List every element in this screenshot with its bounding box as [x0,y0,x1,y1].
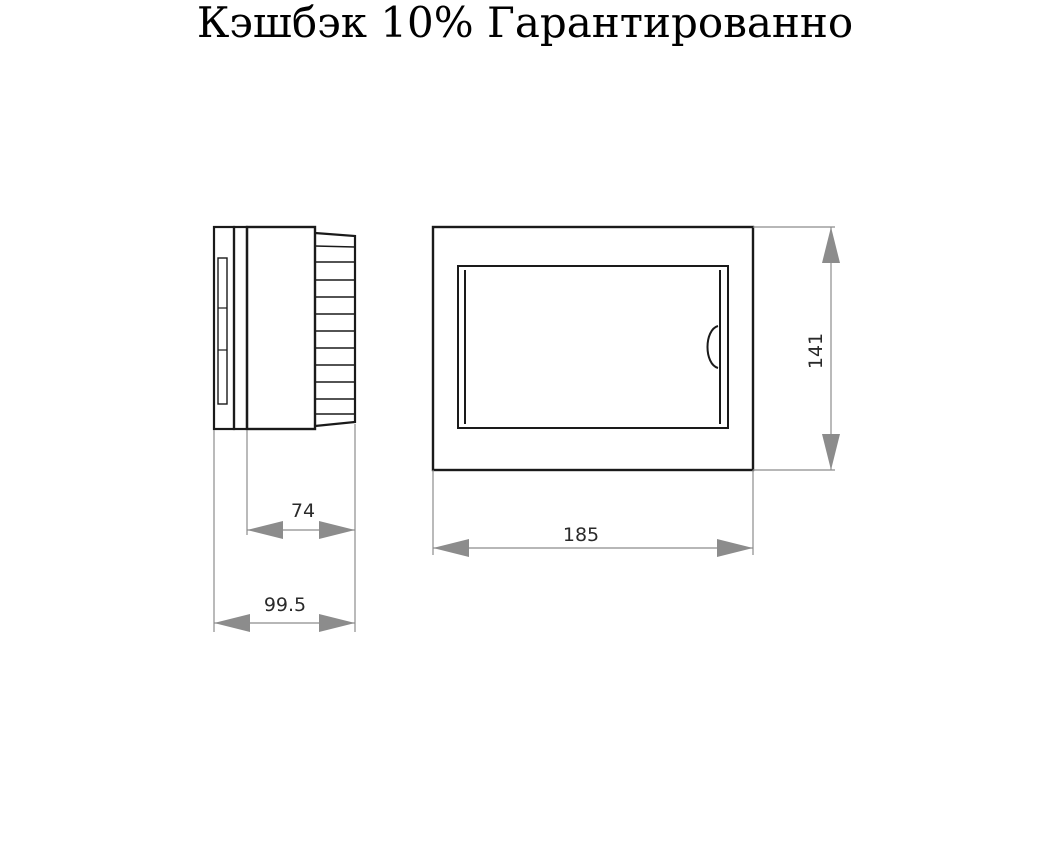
dimension-99-5-label: 99.5 [263,594,307,616]
dimension-141-label: 141 [805,332,827,370]
front-view-door-latch [708,326,719,368]
side-view-rib-lines [315,246,355,414]
dimension-74 [247,521,355,539]
side-view-front-cover [214,227,234,429]
side-view-frame [234,227,247,429]
dimension-74-label: 74 [290,500,316,522]
side-view [214,227,355,429]
side-view-housing [247,227,315,429]
front-view [433,227,753,470]
front-view-window [458,266,728,428]
dimension-99-5 [214,614,355,632]
front-view-outer-frame [433,227,753,470]
promo-banner-title: Кэшбэк 10% Гарантированно [196,0,854,47]
dimension-185-label: 185 [562,524,600,546]
side-view-cover-window [218,258,227,404]
